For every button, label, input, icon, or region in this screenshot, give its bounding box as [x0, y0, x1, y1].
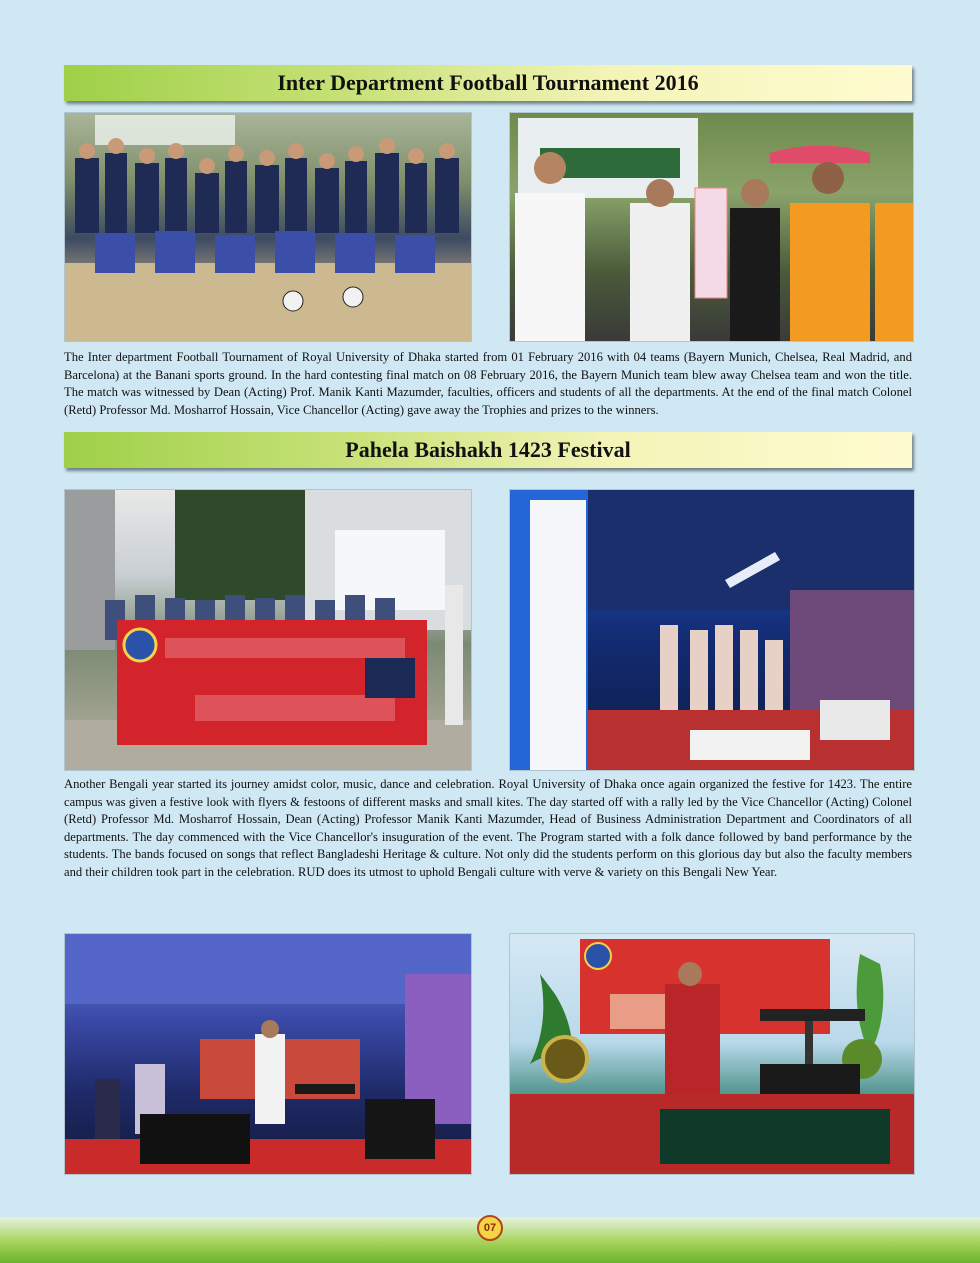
section-title-football	[64, 65, 912, 101]
football-team-photo	[65, 113, 471, 341]
football-description: The Inter department Football Tournament of Royal University of Dhaka started from 01 February 2016 with 04 teams (Bayern Munich, Chelsea, Real Madrid, and Barcelona) at the Banani sports ground. In the hard contesting final match on 08 February 2016, the Bayern Munich team blew away Chelsea team and won the title. The match was witnessed by Dean (Acting) Prof. Manik Kanti Mazumder, faculties, officers and students of all the departments. At the end of the final match Colonel (Retd) Professor Md. Mosharrof Hossain, Vice Chancellor (Acting) gave away the Trophies and prizes to the winners.	[64, 350, 912, 417]
trophy-presentation-photo-illustration	[510, 113, 913, 341]
rally-photo-illustration	[65, 490, 471, 770]
page-number	[477, 1215, 503, 1241]
page-number-text: 07	[483, 1222, 497, 1234]
band-performance-photo-illustration	[65, 934, 471, 1174]
band-performance-photo	[65, 934, 471, 1174]
singer-stage-photo-illustration	[510, 934, 914, 1174]
football-team-photo-illustration	[65, 113, 471, 341]
rally-photo	[65, 490, 471, 770]
section-title-text: Inter Department Football Tournament 2016	[277, 70, 699, 95]
section-title-text: Pahela Baishakh 1423 Festival	[345, 437, 631, 462]
indoor-event-photo	[510, 490, 914, 770]
singer-stage-photo	[510, 934, 914, 1174]
trophy-presentation-photo	[510, 113, 913, 341]
section-title-festival	[64, 432, 912, 468]
festival-description: Another Bengali year started its journey amidst color, music, dance and celebration. Royal University of Dhaka once again organized the festive for 1423. The entire campus was given a festive look with flyers & festoons of different masks and small kites. The day started off with a rally led by the Vice Chancellor (Acting) Colonel (Retd) Professor Md. Mosharrof Hossain, Dean (Acting) Professor Manik Kanti Mazumder, Head of Business Administration Department and Coordinators of all departments. The day commenced with the Vice Chancellor's insuguration of the event. The Program started with a folk dance followed by band performance by the students. The bands focused on songs that reflect Bangladeshi Heritage & culture. Not only did the students perform on this glorious day but also the faculty members and their children took part in the celebration. RUD does its utmost to uphold Bengali culture with verve & variety on this Bengali New Year.	[64, 777, 912, 879]
indoor-event-photo-illustration	[510, 490, 914, 770]
